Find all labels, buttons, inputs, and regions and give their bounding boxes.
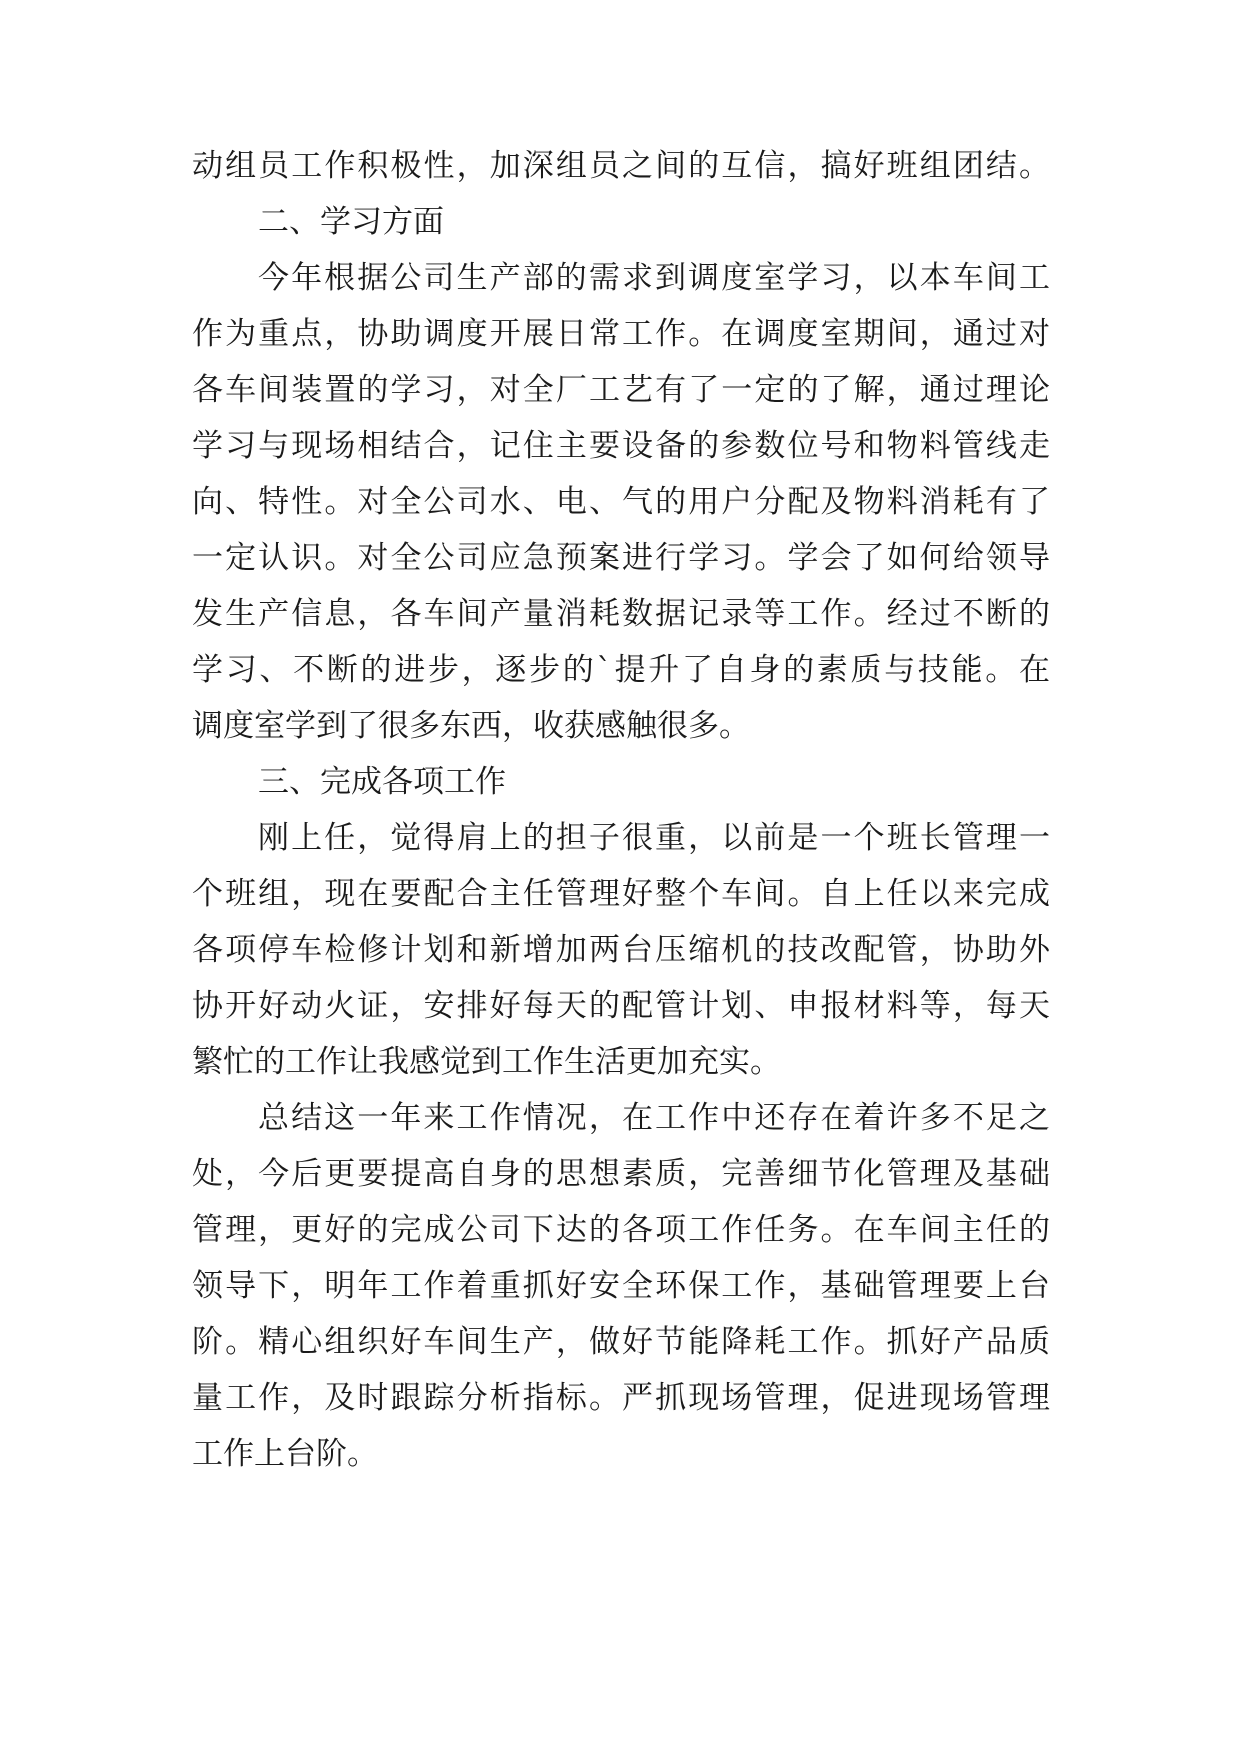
text-line: 工作上台阶。 (192, 1436, 378, 1472)
text-line: 各项停车检修计划和新增加两台压缩机的技改配管，协助外 (192, 932, 1050, 968)
text-line: 协开好动火证，安排好每天的配管计划、申报材料等，每天 (192, 988, 1050, 1024)
text-line: 刚上任，觉得肩上的担子很重，以前是一个班长管理一 (258, 820, 1050, 856)
text-line: 向、特性。对全公司水、电、气的用户分配及物料消耗有了 (192, 484, 1050, 520)
text-line: 量工作，及时跟踪分析指标。严抓现场管理，促进现场管理 (192, 1380, 1050, 1416)
text-line: 处，今后更要提高自身的思想素质，完善细节化管理及基础 (192, 1156, 1050, 1192)
text-line: 繁忙的工作让我感觉到工作生活更加充实。 (192, 1044, 781, 1080)
text-line: 发生产信息，各车间产量消耗数据记录等工作。经过不断的 (192, 596, 1050, 632)
text-line: 作为重点，协助调度开展日常工作。在调度室期间，通过对 (192, 316, 1050, 352)
section-heading-tasks: 三、完成各项工作 (258, 764, 506, 800)
section-heading-study: 二、学习方面 (258, 204, 444, 240)
text-line: 总结这一年来工作情况，在工作中还存在着许多不足之 (258, 1100, 1050, 1136)
text-line: 个班组，现在要配合主任管理好整个车间。自上任以来完成 (192, 876, 1050, 912)
text-line: 学习与现场相结合，记住主要设备的参数位号和物料管线走 (192, 428, 1050, 464)
text-line: 今年根据公司生产部的需求到调度室学习，以本车间工 (258, 260, 1050, 296)
text-line: 领导下，明年工作着重抓好安全环保工作，基础管理要上台 (192, 1268, 1050, 1304)
text-line: 管理，更好的完成公司下达的各项工作任务。在车间主任的 (192, 1212, 1050, 1248)
text-line: 动组员工作积极性，加深组员之间的互信，搞好班组团结。 (192, 148, 1050, 184)
text-line: 学习、不断的进步，逐步的`提升了自身的素质与技能。在 (192, 652, 1050, 688)
text-line: 各车间装置的学习，对全厂工艺有了一定的了解，通过理论 (192, 372, 1050, 408)
text-line: 一定认识。对全公司应急预案进行学习。学会了如何给领导 (192, 540, 1050, 576)
text-line: 阶。精心组织好车间生产，做好节能降耗工作。抓好产品质 (192, 1324, 1050, 1360)
text-line: 调度室学到了很多东西，收获感触很多。 (192, 708, 750, 744)
